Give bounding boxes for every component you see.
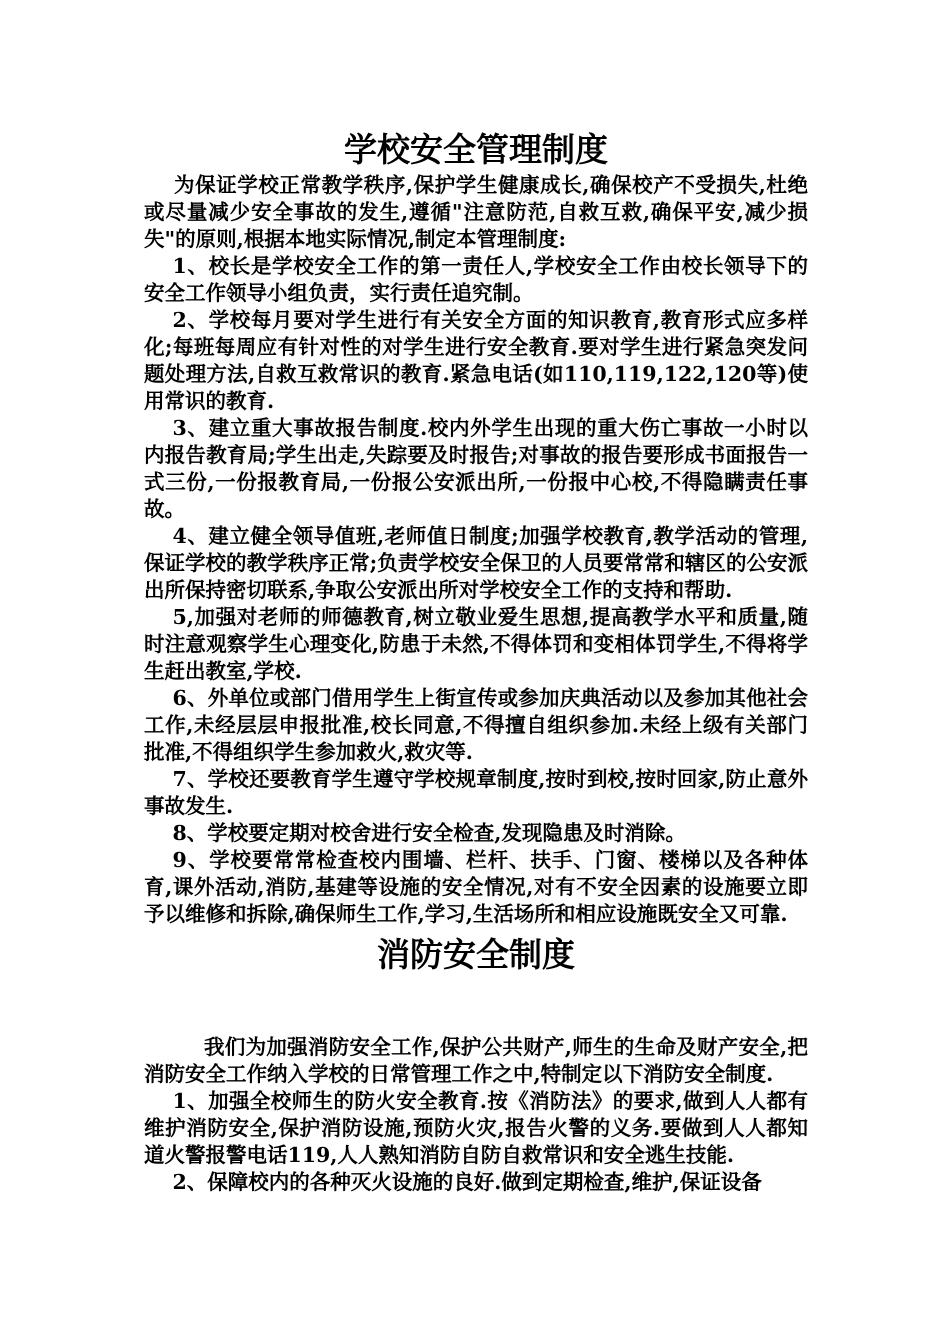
section-title-fire-safety: 消防安全制度 [377,935,575,974]
fire-safety-item-1: 1、加强全校师生的防火安全教育.按《消防法》的要求,做到人人都有维护消防安全,保护消防设施,预防火灾,报告火警的义务.要做到人人都知道火警报警电话119,人人熟知消防自防自救常识和安全逃生技能. [144,1089,808,1167]
school-safety-item-9: 9、学校要常常检查校内围墙、栏杆、扶手、门窗、楼梯以及各种体育,课外活动,消防,基建等设施的安全情况,对有不安全因素的设施要立即予以维修和拆除,确保师生工作,学习,生活场所和相应设施既安全又可靠. [144,848,808,926]
school-safety-intro: 为保证学校正常教学秩序,保护学生健康成长,确保校产不受损失,杜绝或尽量减少安全事故的发生,遵循"注意防范,自救互救,确保平安,减少损失"的原则,根据本地实际情况,制定本管理制度: [144,173,808,251]
fire-safety-intro: 我们为加强消防安全工作,保护公共财产,师生的生命及财产安全,把消防安全工作纳入学校的日常管理工作之中,特制定以下消防安全制度. [144,1035,808,1086]
school-safety-item-3: 3、建立重大事故报告制度.校内外学生出现的重大伤亡事故一小时以内报告教育局;学生出走,失踪要及时报告;对事故的报告要形成书面报告一式三份,一份报教育局,一份报公安派出所,一份报中心校,不得隐瞒责任事故。 [144,416,808,521]
school-safety-item-7: 7、学校还要教育学生遵守学校规章制度,按时到校,按时回家,防止意外事故发生. [144,767,808,818]
school-safety-item-5: 5,加强对老师的师德教育,树立敬业爱生思想,提高教学水平和质量,随时注意观察学生心理变化,防患于未然,不得体罚和变相体罚学生,不得将学生赶出教室,学校. [144,605,808,683]
section-spacer [144,977,808,1034]
school-safety-item-8: 8、学校要定期对校舍进行安全检查,发现隐患及时消除。 [172,821,686,845]
section-title-school-safety: 学校安全管理制度 [344,130,608,169]
school-safety-item-1: 1、校长是学校安全工作的第一责任人,学校安全工作由校长领导下的安全工作领导小组负责，实行责任追究制。 [144,254,808,305]
school-safety-item-4: 4、建立健全领导值班,老师值日制度;加强学校教育,教学活动的管理,保证学校的教学秩序正常;负责学校安全保卫的人员要常常和辖区的公安派出所保持密切联系,争取公安派出所对学校安全工作的支持和帮助. [144,524,808,602]
document-page [144,128,808,1196]
school-safety-item-6: 6、外单位或部门借用学生上街宣传或参加庆典活动以及参加其他社会工作,未经层层申报批准,校长同意,不得擅自组织参加.未经上级有关部门批准,不得组织学生参加救火,救灾等. [144,686,808,764]
school-safety-item-2: 2、学校每月要对学生进行有关安全方面的知识教育,教育形式应多样化;每班每周应有针对性的对学生进行安全教育.要对学生进行紧急突发问题处理方法,自救互救常识的教育.紧急电话(如110,119,122,120等)使用常识的教育. [144,308,808,413]
fire-safety-item-2: 2、保障校内的各种灭火设施的良好.做到定期检查,维护,保证设备 [172,1170,762,1194]
